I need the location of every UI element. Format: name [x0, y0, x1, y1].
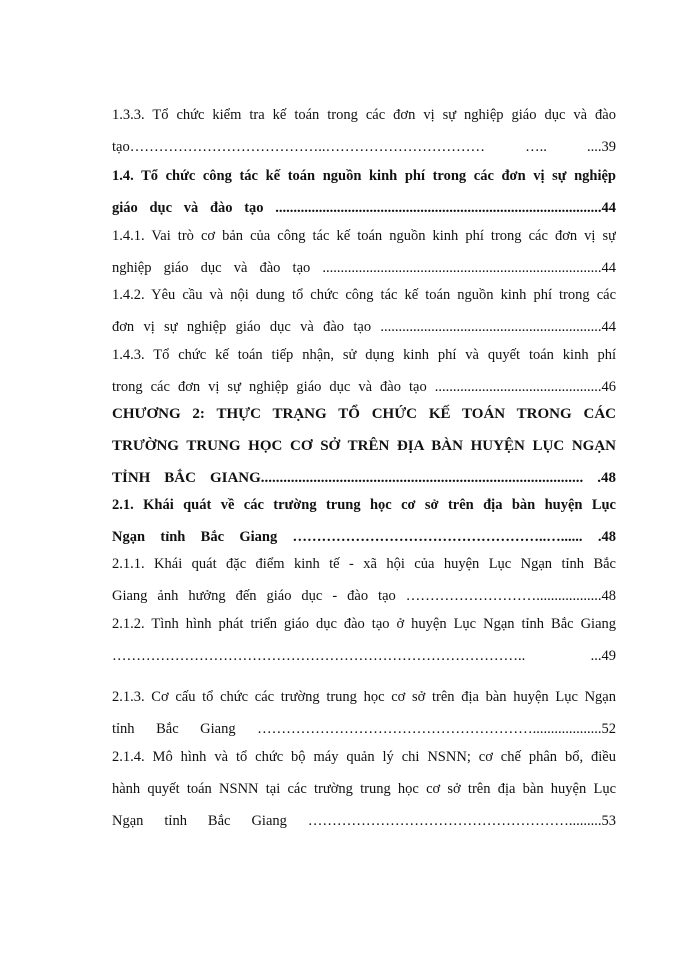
toc-entry-1-4-3[interactable]	[112, 339, 616, 403]
toc-line: 2.1.3. Cơ cấu tổ chức các trường trung học cơ sở trên địa bàn huyện Lục Ngạn	[112, 689, 616, 705]
toc-line: 1.4.1. Vai trò cơ bản của công tác kế toán nguồn kinh phí trong các đơn vị sự	[112, 228, 616, 244]
toc-line: 2.1.1. Khái quát đặc điểm kinh tế - xã hội của huyện Lục Ngạn tỉnh Bắc	[112, 556, 616, 572]
toc-line: nghiệp giáo dục và đào tạo .............................................................................44	[112, 260, 616, 276]
toc-line: Ngạn tỉnh Bắc Giang ……………………………………………….........53	[112, 813, 616, 829]
toc-entry-1-4-1[interactable]	[112, 220, 616, 284]
toc-line: TRƯỜNG TRUNG HỌC CƠ SỞ TRÊN ĐỊA BÀN HUYỆN LỤC NGẠN	[112, 438, 616, 454]
toc-line: 1.4.3. Tổ chức kế toán tiếp nhận, sử dụng kinh phí và quyết toán kinh phí	[112, 347, 616, 363]
toc-line: tỉnh Bắc Giang …………………………………………………...................52	[112, 721, 616, 737]
toc-entry-2-1[interactable]	[112, 489, 616, 553]
toc-line: hành quyết toán NSNN tại các trường trung học cơ sở trên địa bàn huyện Lục	[112, 781, 616, 797]
toc-line: tạo…………………………………..…………………………… ….. ....39	[112, 139, 616, 155]
toc-line: trong các đơn vị sự nghiệp giáo dục và đào tạo ..............................................46	[112, 379, 616, 395]
toc-entry-1-4[interactable]	[112, 160, 616, 224]
toc-entry-2-1-2[interactable]	[112, 608, 616, 672]
toc-line: 1.3.3. Tổ chức kiểm tra kế toán trong các đơn vị sự nghiệp giáo dục và đào	[112, 107, 616, 123]
toc-entry-2-1-1[interactable]	[112, 548, 616, 612]
toc-line: 2.1. Khái quát về các trường trung học cơ sở trên địa bàn huyện Lục	[112, 497, 616, 513]
toc-line: đơn vị sự nghiệp giáo dục và đào tạo .............................................................44	[112, 319, 616, 335]
toc-entry-1-4-2[interactable]	[112, 279, 616, 343]
toc-line: ………………………………………………………………………….. ...49	[112, 648, 616, 664]
toc-entry-2-1-3[interactable]	[112, 681, 616, 745]
toc-entry-1-3-3[interactable]	[112, 99, 616, 163]
toc-entry-chapter-2[interactable]	[112, 398, 616, 494]
toc-line: giáo dục và đào tạo ..........................................................................................44	[112, 200, 616, 216]
toc-line: 1.4.2. Yêu cầu và nội dung tổ chức công tác kế toán nguồn kinh phí trong các	[112, 287, 616, 303]
toc-line: CHƯƠNG 2: THỰC TRẠNG TỔ CHỨC KẾ TOÁN TRONG CÁC	[112, 406, 616, 422]
toc-line: Giang ảnh hưởng đến giáo dục - đào tạo ………………………..................48	[112, 588, 616, 604]
toc-line: 2.1.2. Tình hình phát triển giáo dục đào tạo ở huyện Lục Ngạn tỉnh Bắc Giang	[112, 616, 616, 632]
toc-entry-2-1-4[interactable]	[112, 741, 616, 837]
toc-line: TỈNH BẮC GIANG...................................................................................... .48	[112, 470, 616, 486]
toc-line: Ngạn tỉnh Bắc Giang ……………………………………………..…...... .48	[112, 529, 616, 545]
toc-line: 2.1.4. Mô hình và tổ chức bộ máy quản lý chi NSNN; cơ chế phân bổ, điều	[112, 749, 616, 765]
toc-line: 1.4. Tổ chức công tác kế toán nguồn kinh phí trong các đơn vị sự nghiệp	[112, 168, 616, 184]
